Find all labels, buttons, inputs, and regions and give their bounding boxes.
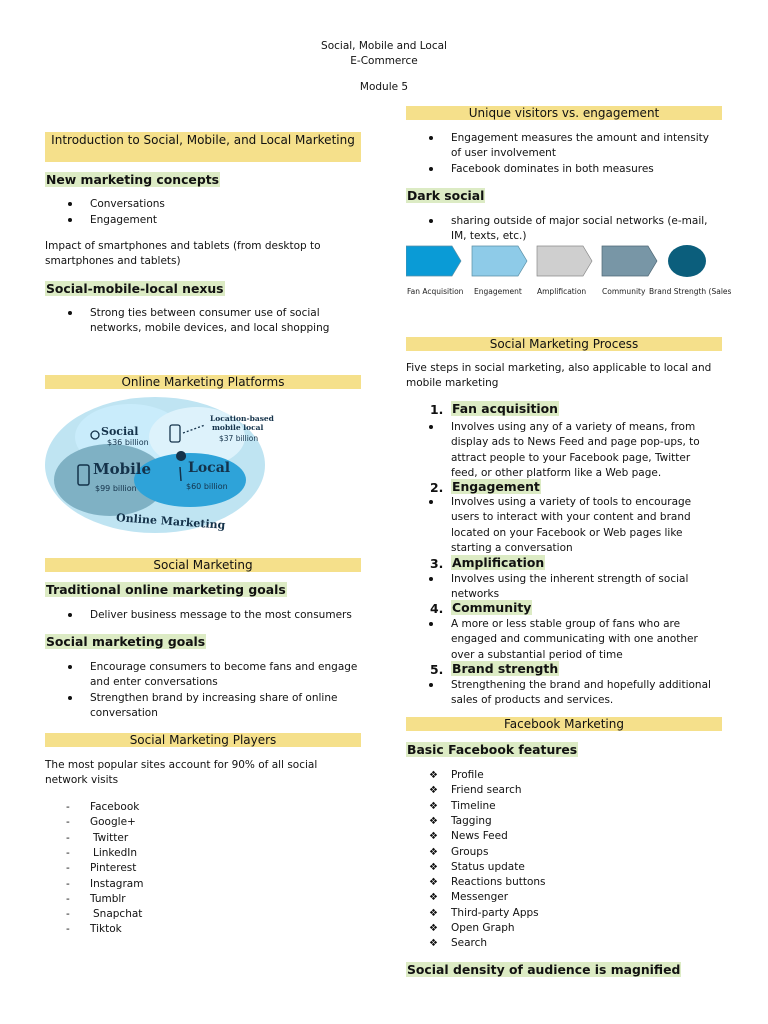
platforms-band: Online Marketing Platforms (45, 375, 361, 389)
step-number: 5. (430, 662, 444, 677)
step-brand-strength-shape (668, 245, 706, 277)
process-label-fan: Fan Acquisition (407, 287, 464, 296)
dark-social-heading: Dark social (407, 188, 485, 203)
list-item: Facebook dominates in both measures (429, 162, 719, 177)
process-intro: Five steps in social marketing, also applicable to local and mobile marketing (406, 362, 712, 390)
fb-feature-label: Open Graph (451, 922, 515, 934)
fb-feature-label: News Feed (451, 830, 508, 843)
step-engagement-shape (472, 246, 527, 276)
diamond-bullet-icon: ❖ (429, 785, 438, 797)
impact-text: Impact of smartphones and tablets (from desktop to smartphones and tablets) (45, 240, 321, 268)
step-fan-acquisition-shape (406, 246, 461, 276)
process-label-community: Community (602, 287, 646, 296)
dash-marker: - (66, 816, 70, 829)
fb-feature-label: Third-party Apps (451, 906, 539, 919)
venn-social-value: $36 billion (107, 438, 149, 447)
player-name: LinkedIn (93, 846, 138, 859)
venn-lbm-label-2: mobile local (212, 423, 264, 432)
fb-feature-label: Groups (451, 845, 489, 858)
venn-mobile-label: Mobile (93, 460, 152, 478)
step-title: Brand strength (452, 661, 559, 676)
list-item: Encourage consumers to become fans and engage and enter conversations (68, 660, 358, 691)
diamond-bullet-icon: ❖ (429, 800, 438, 812)
intro-band: Introduction to Social, Mobile, and Local Marketing (45, 132, 361, 162)
fb-feature-label: Status update (451, 860, 525, 873)
players-band: Social Marketing Players (45, 733, 361, 747)
dash-marker: - (66, 877, 70, 890)
player-name: Tumblr (90, 892, 126, 905)
venn-local-label: Local (188, 460, 231, 476)
step-description: Involves using the inherent strength of social networks (429, 572, 719, 603)
fb-feature-label: Reactions buttons (451, 876, 546, 889)
list-item: sharing outside of major social networks (e-mail, IM, texts, etc.) (429, 214, 719, 245)
diamond-bullet-icon: ❖ (429, 770, 438, 781)
step-title: Community (452, 600, 532, 615)
map-pin-icon (176, 451, 186, 461)
player-name: Google+ (90, 816, 136, 829)
doc-title: Social, Mobile and Local (321, 40, 447, 52)
diamond-bullet-icon: ❖ (429, 923, 438, 934)
diamond-bullet-icon: ❖ (429, 892, 438, 904)
dash-marker: - (66, 892, 70, 905)
module-label: Module 5 (359, 81, 409, 93)
unique-band: Unique visitors vs. engagement (406, 106, 722, 120)
step-description: Involves using any of a variety of means, from display ads to News Feed and page pop-ups, to attract people to your Facebook page, Twitter feed, or other platform like a Web page. (429, 420, 719, 481)
doc-subtitle: E-Commerce (350, 55, 418, 67)
player-name: Snapchat (93, 908, 143, 921)
process-label-brand: Brand Strength (Sales (649, 287, 732, 296)
dash-marker: - (66, 862, 70, 875)
diamond-bullet-icon: ❖ (429, 861, 438, 873)
step-description: Involves using a variety of tools to encourage users to interact with your content and brand located on your Facebook or Web pages like starting a conversation (429, 495, 719, 556)
fb-feature-label: Friend search (451, 784, 522, 797)
fb-feature-label: Tagging (451, 814, 492, 827)
list-item: Conversations (68, 197, 348, 212)
fb-feature-label: Timeline (451, 799, 496, 812)
diamond-bullet-icon: ❖ (429, 831, 438, 843)
traditional-heading: Traditional online marketing goals (46, 582, 286, 597)
social-goals-heading: Social marketing goals (46, 634, 206, 649)
step-description: Strengthening the brand and hopefully additional sales of products and services. (429, 678, 719, 709)
venn-lbm-label-1: Location-based (210, 414, 274, 423)
dash-marker: - (66, 923, 70, 936)
step-description: A more or less stable group of fans who are engaged and communicating with one another over a substantial period of time (429, 617, 719, 663)
list-item: Engagement (68, 213, 348, 228)
list-item: Strengthen brand by increasing share of online conversation (68, 691, 348, 722)
step-community-shape (602, 246, 657, 276)
venn-social-label: Social (101, 425, 139, 438)
process-label-engagement: Engagement (474, 287, 522, 296)
step-title: Engagement (452, 479, 540, 494)
process-diagram (406, 244, 722, 278)
player-name: Twitter (93, 831, 129, 844)
fb-feature-label: Profile (451, 769, 484, 781)
process-label-amplification: Amplification (537, 287, 587, 296)
dash-marker: - (66, 801, 70, 813)
step-amplification-shape (537, 246, 592, 276)
new-concepts-heading: New marketing concepts (46, 172, 219, 187)
step-title: Amplification (452, 555, 545, 570)
player-name: Tiktok (90, 923, 122, 936)
players-intro: The most popular sites account for 90% of all social network visits (45, 759, 318, 787)
density-heading: Social density of audience is magnified (407, 962, 681, 977)
player-name: Pinterest (90, 862, 137, 875)
fb-feature-label: Search (451, 937, 488, 950)
venn-local-value: $60 billion (186, 482, 228, 491)
step-number: 4. (430, 601, 444, 616)
venn-lbm-value: $37 billion (219, 434, 259, 443)
step-title: Fan acquisition (452, 401, 559, 416)
diamond-bullet-icon: ❖ (429, 938, 438, 950)
fb-feature-label: Messenger (451, 891, 509, 904)
dash-marker: - (66, 908, 70, 921)
diamond-bullet-icon: ❖ (429, 877, 438, 889)
diamond-bullet-icon: ❖ (429, 907, 438, 919)
diamond-bullet-icon: ❖ (429, 846, 438, 858)
dash-marker: - (66, 831, 70, 844)
process-band: Social Marketing Process (406, 337, 722, 351)
step-number: 3. (430, 556, 444, 571)
dash-marker: - (66, 846, 70, 859)
fb-features-heading: Basic Facebook features (407, 742, 578, 757)
player-name: Facebook (90, 801, 140, 813)
facebook-band: Facebook Marketing (406, 717, 722, 731)
diamond-bullet-icon: ❖ (429, 815, 438, 827)
venn-mobile-value: $99 billion (95, 484, 137, 493)
nexus-heading: Social-mobile-local nexus (46, 281, 224, 296)
social-marketing-band: Social Marketing (45, 558, 361, 572)
step-number: 2. (430, 480, 444, 495)
step-number: 1. (430, 402, 444, 417)
venn-caption: Online Marketing (115, 511, 226, 532)
list-item: Deliver business message to the most consumers (68, 608, 358, 623)
list-item: Engagement measures the amount and intensity of user involvement (429, 131, 719, 162)
list-item: Strong ties between consumer use of social networks, mobile devices, and local shopping (68, 306, 338, 337)
player-name: Instagram (90, 877, 144, 890)
